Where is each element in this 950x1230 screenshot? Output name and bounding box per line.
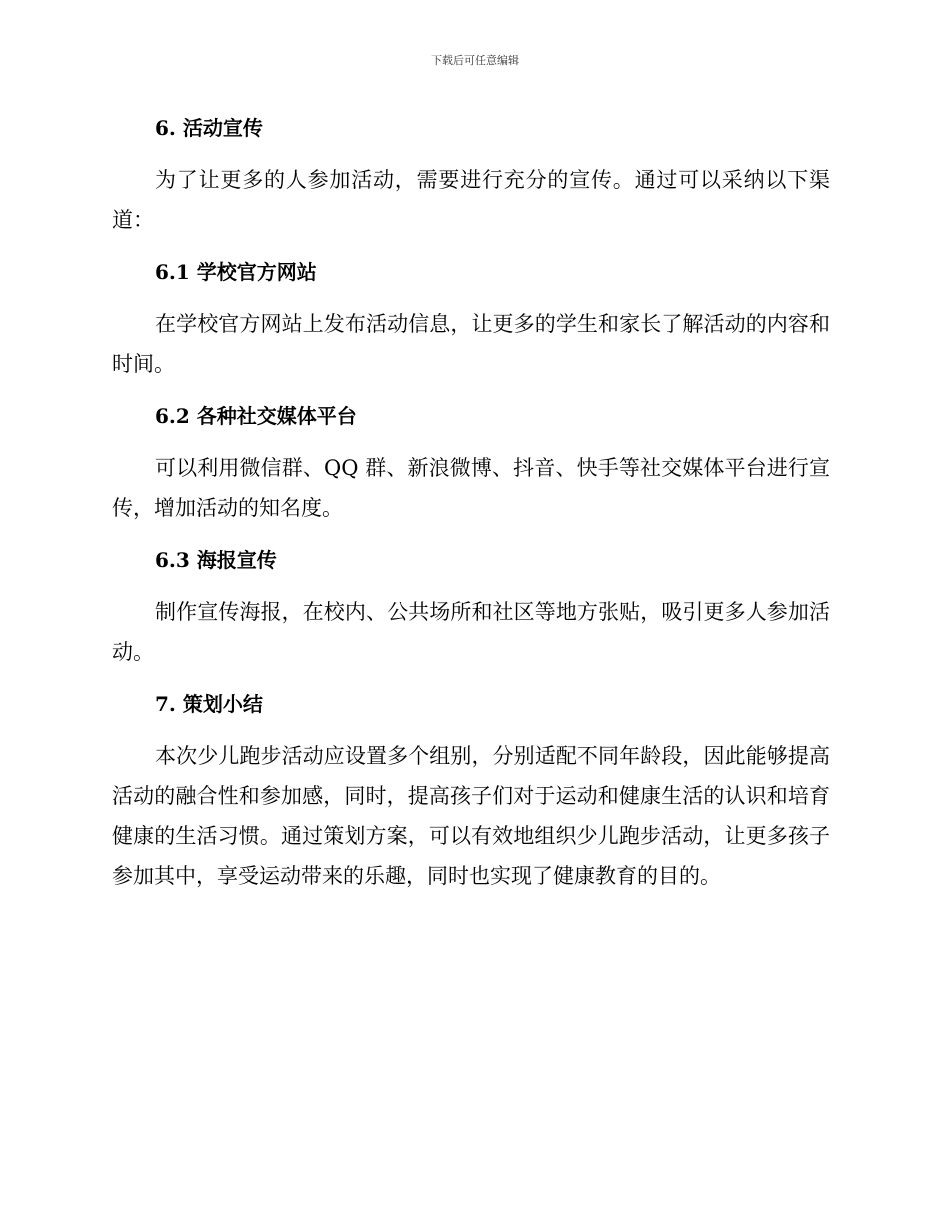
section-heading-school-website: 6.1 学校官方网站: [155, 260, 317, 284]
section-paragraph-social-media: 可以利用微信群、QQ 群、新浪微博、抖音、快手等社交媒体平台进行宣传，增加活动的知名度。: [112, 456, 830, 520]
section-paragraph-summary: 本次少儿跑步活动应设置多个组别，分别适配不同年龄段，因此能够提高活动的融合性和参加感，同时，提高孩子们对于运动和健康生活的认识和培育健康的生活习惯。通过策划方案，可以有效地组织少儿跑步活动，让更多孩子参加其中，享受运动带来的乐趣，同时也实现了健康教育的目的。: [112, 744, 830, 888]
section-heading-social-media: 6.2 各种社交媒体平台: [155, 404, 357, 428]
document-body: [112, 108, 830, 896]
section-heading-summary: 7. 策划小结: [155, 692, 263, 716]
page-header: 下载后可任意编辑: [431, 54, 519, 67]
section-heading-promotion: 6. 活动宣传: [155, 116, 263, 140]
section-paragraph-school-website: 在学校官方网站上发布活动信息，让更多的学生和家长了解活动的内容和时间。: [112, 312, 830, 376]
section-paragraph-posters: 制作宣传海报，在校内、公共场所和社区等地方张贴，吸引更多人参加活动。: [112, 600, 830, 664]
section-paragraph-promotion: 为了让更多的人参加活动，需要进行充分的宣传。通过可以采纳以下渠道：: [112, 168, 830, 232]
section-heading-posters: 6.3 海报宣传: [155, 548, 277, 572]
